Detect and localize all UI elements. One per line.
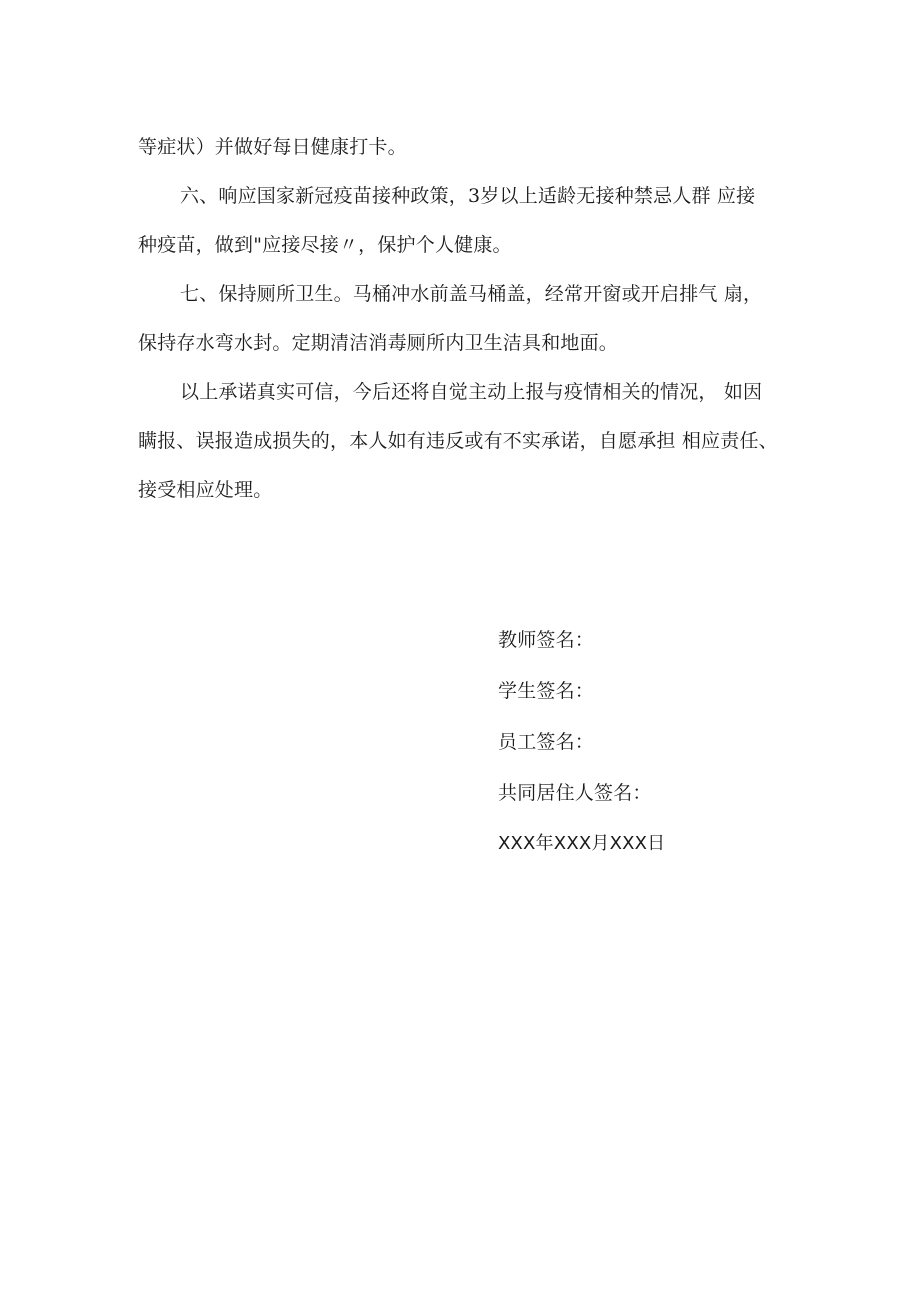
paragraph-line: 种疫苗，做到"应接尽接〃，保护个人健康。 (138, 234, 512, 256)
paragraph-line: 接受相应处理。 (138, 479, 273, 501)
signature-date: XXX年XXX月XXX日 (498, 833, 666, 854)
paragraph-line: 以上承诺真实可信，今后还将自觉主动上报与疫情相关的情况， 如因 (180, 381, 763, 403)
paragraph-line: 等症状）并做好每日健康打卡。 (138, 136, 407, 158)
student-signature-label: 学生签名： (498, 680, 595, 702)
staff-signature-label: 员工签名： (498, 731, 595, 753)
paragraph-line: 保持存水弯水封。定期清洁消毒厕所内卫生洁具和地面。 (138, 332, 619, 354)
teacher-signature-label: 教师签名： (498, 629, 595, 651)
cohabitant-signature-label: 共同居住人签名： (498, 782, 652, 804)
paragraph-line: 六、响应国家新冠疫苗接种政策，3岁以上适龄无接种禁忌人群 应接 (180, 185, 756, 207)
paragraph-line: 瞒报、误报造成损失的，本人如有违反或有不实承诺，自愿承担 相应责任、 (138, 430, 778, 452)
paragraph-line: 七、保持厕所卫生。马桶冲水前盖马桶盖，经常开窗或开启排气 扇， (180, 283, 763, 305)
